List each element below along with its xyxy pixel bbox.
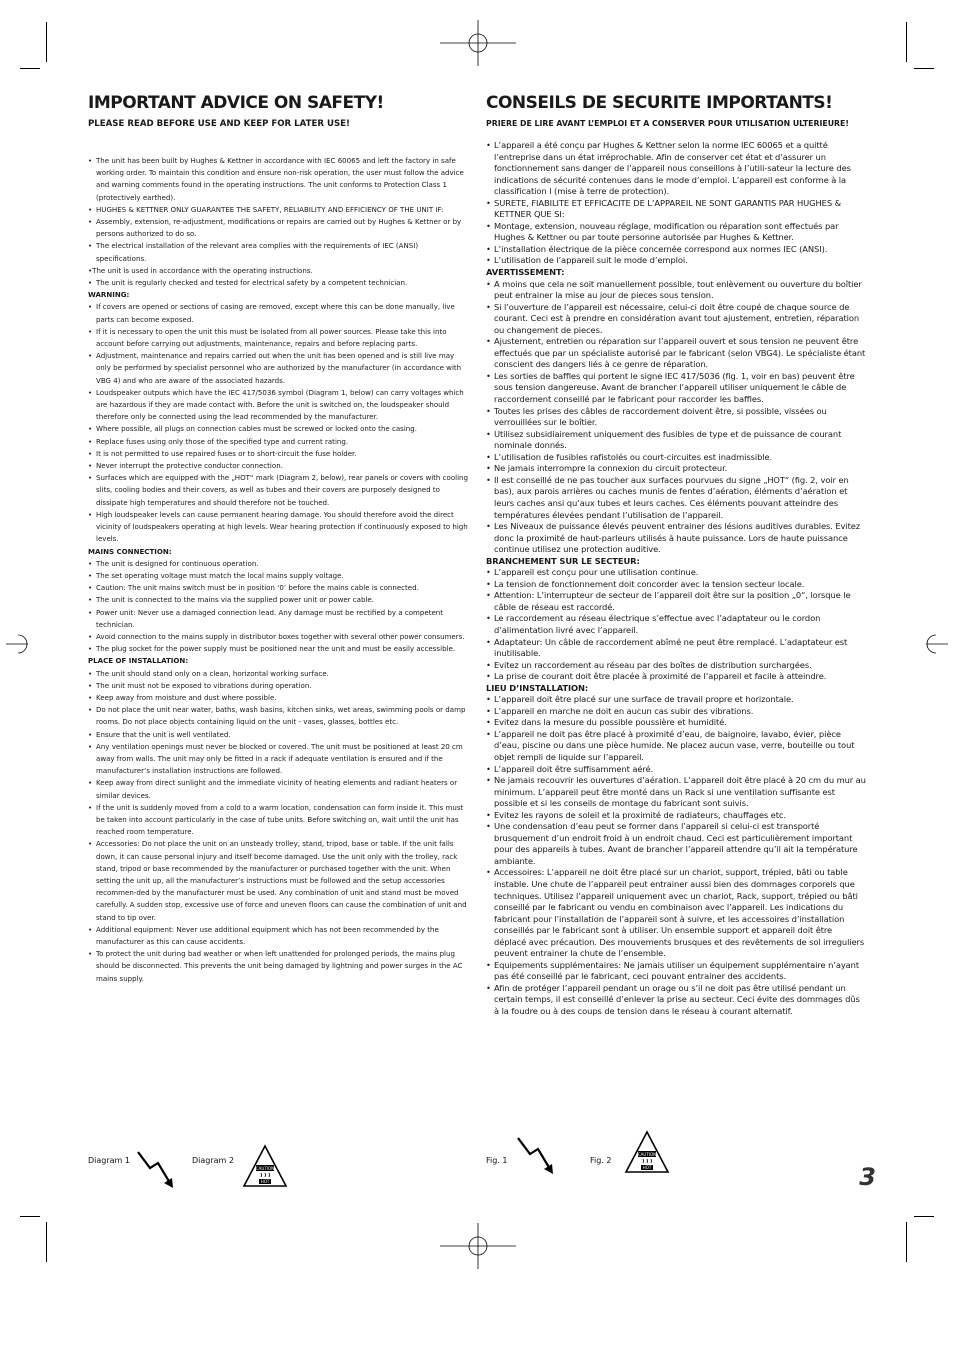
english-safety-item: • If the unit is suddenly moved from a cold to a warm location, condensation can form inside it. This must be taken into account particularly in the case of tube units. Before switching on, wait until the unit has reached room temperature. [88,802,468,839]
french-safety-item: • Adaptateur: Un câble de raccordement abîmé ne peut être remplacé. L’adaptateur est inutilisable. [486,637,866,660]
crop-mark [46,22,47,62]
french-safety-item: • La prise de courant doit être placée à proximité de l’appareil et facile à atteindre. [486,671,866,683]
french-safety-item: • Toutes les prises des câbles de raccordement doivent être, si possible, vissées ou verrouillées sur le boîtier. [486,406,866,429]
english-safety-item: • It is not permitted to use repaired fuses or to short-circuit the fuse holder. [88,448,468,460]
english-safety-item: • Power unit: Never use a damaged connection lead. Any damage must be rectified by a competent technician. [88,607,468,631]
english-safety-item: •The unit is used in accordance with the operating instructions. [88,265,313,275]
french-section-heading: LIEU D’INSTALLATION: [486,682,589,693]
hot-caution-icon [624,1130,670,1174]
caution-text: CAUTION [255,1165,275,1171]
registration-mark-left [6,630,28,658]
english-safety-item: • The unit should stand only on a clean, horizontal working surface. [88,668,468,680]
english-safety-item: • If covers are opened or sections of casing are removed, except where this can be done manually, live parts can become exposed. [88,301,468,325]
english-safety-item: • Replace fuses using only those of the specified type and current rating. [88,436,468,448]
french-safety-item: • L’utilisation de fusibles rafistolés ou court-circuites est inadmissible. [486,452,866,464]
english-subtitle: PLEASE READ BEFORE USE AND KEEP FOR LATER USE! [88,119,350,129]
french-safety-item: • Ajustement, entretien ou réparation sur l’appareil ouvert et sous tension ne peuvent être effectués que par un spécialiste autorisé par le fabricant (selon VBG4). Le spécialiste étant conscient des dangers liés à ce genre de réparation. [486,336,866,371]
french-section-heading: BRANCHEMENT SUR LE SECTEUR: [486,555,640,566]
english-safety-item: • Where possible, all plugs on connection cables must be screwed or locked onto the casing. [88,423,468,435]
english-safety-item: • Keep away from direct sunlight and the immediate vicinity of heating elements and radiant heaters or similar devices. [88,777,468,801]
english-safety-column [88,92,468,985]
french-safety-item: • L’appareil en marche ne doit en aucun cas subir des vibrations. [486,706,866,718]
registration-mark-bottom [440,1223,516,1269]
french-safety-item: • Evitez un raccordement au réseau par des boîtes de distribution surchargées. [486,660,866,672]
lightning-icon [516,1136,556,1176]
english-body [88,155,468,985]
french-safety-item: • Les Niveaux de puissance élevés peuvent entrainer des lésions auditives durables. Evitez donc la proximité de haut-parleurs utilisés à haute puissance. Lors de haute puissance continue utilisez une protection auditive. [486,521,866,556]
french-safety-item: • Evitez dans la mesure du possible poussière et humidité. [486,717,866,729]
crop-mark [20,1216,40,1217]
english-safety-item: • High loudspeaker levels can cause permanent hearing damage. You should therefore avoid the direct vicinity of loudspeakers operating at high levels. Wear hearing protection if continuously exposed to high levels. [88,509,468,546]
page-number: 3 [859,1163,876,1191]
hot-text: HOT [260,1179,270,1185]
french-safety-item: • Les sorties de baffles qui portent le signe IEC 417/5036 (fig. 1, voir en bas) peuvent être sous tension dangereuse. Avant de brancher l’appareil utiliser uniquement le câble de raccordement conseillé par le fabricant pour raccorder les baffles. [486,371,866,406]
french-safety-item: • Evitez les rayons de soleil et la proximité de radiateurs, chauffages etc. [486,810,866,822]
french-safety-item: • Utilisez subsidiairement uniquement des fusibles de type et de puissance de courant nominale donnés. [486,429,866,452]
english-safety-item: • Loudspeaker outputs which have the IEC 417/5036 symbol (Diagram 1, below) can carry voltages which are hazardous if they are made contact with. Before the unit is switched on, the loudspeaker should therefore only be connected using the lead recommended by the manufacturer. [88,387,468,424]
english-safety-item: • The set operating voltage must match the local mains supply voltage. [88,570,468,582]
english-safety-item: • HUGHES & KETTNER ONLY GUARANTEE THE SAFETY, RELIABILITY AND EFFICIENCY OF THE UNIT IF: [88,204,468,216]
french-safety-item: • L’appareil doit être placé sur une surface de travail propre et horizontale. [486,694,866,706]
crop-mark [20,68,40,69]
english-safety-item: • Do not place the unit near water, baths, wash basins, kitchen sinks, wet areas, swimming pools or damp rooms. Do not place objects containing liquid on the unit - vases, glasses, bottles etc. [88,704,468,728]
english-safety-item: • The unit must not be exposed to vibrations during operation. [88,680,468,692]
french-safety-column [486,92,866,1018]
french-subtitle: PRIERE DE LIRE AVANT L’EMPLOI ET A CONSERVER POUR UTILISATION ULTERIEURE! [486,119,849,128]
english-section-heading: WARNING: [88,290,130,300]
french-safety-item: • Montage, extension, nouveau réglage, modification ou réparation sont effectués par Hughes & Kettner ou par toute personne autorisée par Hughes & Kettner. [486,221,866,244]
crop-mark [906,22,907,62]
english-safety-item: • Caution: The unit mains switch must be in position ‘0’ before the mains cable is connected. [88,582,468,594]
english-safety-item: • Additional equipment: Never use additional equipment which has not been recommended by the manufacturer as this can cause accidents. [88,924,468,948]
english-safety-item: • Adjustment, maintenance and repairs carried out when the unit has been opened and is still live may only be performed by specialist personnel who are authorized by the manufacturer (in accordance with VBG 4) and who are aware of the associated hazards. [88,350,468,387]
french-body [486,140,866,1018]
diagram-2-label: Diagram 2 [192,1156,234,1165]
french-title: CONSEILS DE SECURITE IMPORTANTS! [486,93,833,113]
fig-2-label: Fig. 2 [590,1156,612,1165]
french-safety-item: • L’utilisation de l’appareil suit le mode d’emploi. [486,255,866,267]
french-safety-item: • Accessoires: L’appareil ne doit être placé sur un chariot, support, trépied, bâti ou table instable. Une chute de l’appareil peut entrainer aussi bien des dommages corporels que techniques. Utilisez l’appareil uniquement avec un chariot, Rack, support, trépied ou bâti conseillé par le fabricant ou vendu en combinaison avec l’appareil. Les indications du fabricant pour l’installation de l’appareil sont à suivre, et les accessoires d’installation conseillés par le fabricant sont à utiliser. Un ensemble support et appareil doit être déplacé avec précaution. Des mouvements brusques et des revêtements de sol irreguliers peuvent entrainer la chute de l’ensemble. [486,867,866,959]
english-safety-item: • The unit is designed for continuous operation. [88,558,468,570]
french-safety-item: • Le raccordement au réseau électrique s’effectue avec l’adaptateur ou le cordon d’alimentation livré avec l’appareil. [486,613,866,636]
french-safety-item: • L’appareil a été conçu par Hughes & Kettner selon la norme IEC 60065 et a quitté l’entreprise dans un état irréprochable. Afin de conserver cet état et d’assurer un fonctionnement sans danger de l’appareil nous conseillons à l’utili-sateur la lecture des indications de sécurité contenues dans le mode d’emploi. L’appareil est conforme à la classification I (mise à terre de protection). [486,140,866,198]
french-safety-item: • Si l’ouverture de l’appareil est nécessaire, celui-ci doit être coupé de chaque source de courant. Ceci est à prendre en considération avant tout ajustement, entretien, réparation ou changement de pieces. [486,302,866,337]
french-safety-item: • Une condensation d’eau peut se former dans l’appareil si celui-ci est transporté brusquement d’un endroit froid à un endroit chaud. Ceci est particulièrement important pour des appareils à tubes. Avant de brancher l’appareil attendre qu’il ait la température ambiante. [486,821,866,867]
french-safety-item: • La tension de fonctionnement doit concorder avec la tension secteur locale. [486,579,866,591]
english-section-heading: MAINS CONNECTION: [88,546,172,556]
english-safety-item: • Avoid connection to the mains supply in distributor boxes together with several other power consumers. [88,631,468,643]
english-safety-item: • The unit has been built by Hughes & Kettner in accordance with IEC 60065 and left the factory in safe working order. To maintain this condition and ensure non-risk operation, the user must follow the advice and warning comments found in the operating instructions. The unit conforms to Protection Class 1 (protectively earthed). [88,155,468,204]
french-safety-item: • Attention: L’interrupteur de secteur de l’appareil doit être sur la position „0“, lorsque le câble de réseau est raccordé. [486,590,866,613]
fig-1-label: Fig. 1 [486,1156,508,1165]
french-safety-item: • Afin de protéger l’appareil pendant un orage ou s’il ne doit pas être utilisé pendant un certain temps, il est conseillé d’enlever la prise au secteur. Ceci évite des dommages dûs à la foudre ou à des coups de tension dans le réseau à courant alternatif. [486,983,866,1018]
french-safety-item: • Il est conseillé de ne pas toucher aux surfaces pourvues du signe „HOT“ (fig. 2, voir en bas), aux parois arrières ou caches munis de fentes d’aération, éléments d’aération et leurs caches ansi qu’aux tubes et leurs caches. Ces éléments pouvant atteindre des températures élevées pendant l’utilisation de l’appareil. [486,475,866,521]
french-safety-item: • A moins que cela ne soit manuellement possible, tout enlèvement ou ouverture du boîtier peut entrainer la mise au jour de pieces sous tension. [486,279,866,302]
english-safety-item: • Keep away from moisture and dust where possible. [88,692,468,704]
french-safety-item: • Equipements supplémentaires: Ne jamais utiliser un équipement supplémentaire n’ayant pas été conseillé par le fabricant, ceci pouvant entrainer des accidents. [486,960,866,983]
french-safety-item: • SURETE, FIABILITE ET EFFICACITE DE L’APPAREIL NE SONT GARANTIS PAR HUGHES & KETTNER QUE SI: [486,198,866,221]
english-safety-item: • Accessories: Do not place the unit on an unsteady trolley, stand, tripod, base or table. If the unit falls down, it can cause personal injury and itself become damaged. Use the unit only with the trolley, rack stand, tripod or base recommended by the manufacturer or purchased together with the unit. When setting the unit up, all the manufacturer’s instructions must be followed and the setup accessories recommen-ded by the manufacturer must be used. Any combination of unit and stand must be moved carefully. A sudden stop, excessive use of force and uneven floors can cause the combination of unit and stand to tip over. [88,838,468,923]
french-section-heading: AVERTISSEMENT: [486,267,565,278]
english-safety-item: • Never interrupt the protective conductor connection. [88,460,468,472]
registration-mark-right [926,630,948,658]
english-safety-item: • Assembly, extension, re-adjustment, modifications or repairs are carried out by Hughes & Kettner or by persons authorized to do so. [88,216,468,240]
french-safety-item: • L’appareil ne doit pas être placé à proximité d’eau, de baignoire, lavabo, évier, pièce d’eau, piscine ou dans une pièce humide. Ne placez aucun vase, verre, bouteille ou tout objet rempli de liquide sur l’appareil. [486,729,866,764]
diagram-1-label: Diagram 1 [88,1156,130,1165]
english-safety-item: • If it is necessary to open the unit this must be isolated from all power sources. Please take this into account before carrying out adjustments, maintenance, repairs and before replacing parts. [88,326,468,350]
crop-mark [914,1216,934,1217]
french-safety-item: • L’installation électrique de la pièce concernée correspond aux normes IEC (ANSI). [486,244,866,256]
english-safety-item: • The plug socket for the power supply must be positioned near the unit and must be easily accessible. [88,643,468,655]
english-safety-item: • To protect the unit during bad weather or when left unattended for prolonged periods, the mains plug should be disconnected. This prevents the unit being damaged by lightning and power surges in the AC mains supply. [88,948,468,985]
hot-text: HOT [642,1165,652,1171]
french-safety-item: • Ne jamais recouvrir les ouvertures d’aération. L’appareil doit être placé à 20 cm du mur au minimum. L’appareil peut être monté dans un Rack si une ventilation suffisante est possible et si les conseils de montage du fabricant sont suivis. [486,775,866,810]
lightning-icon [136,1150,176,1190]
english-safety-item: • The unit is regularly checked and tested for electrical safety by a competent technician. [88,277,468,289]
english-section-heading: PLACE OF INSTALLATION: [88,656,189,666]
english-safety-item: • Any ventilation openings must never be blocked or covered. The unit must be positioned at least 20 cm away from walls. The unit may only be fitted in a rack if adequate ventilation is ensured and if the manufacturer’s installation instructions are followed. [88,741,468,778]
english-safety-item: • Ensure that the unit is well ventilated. [88,729,468,741]
crop-mark [906,1222,907,1262]
crop-mark [46,1222,47,1262]
english-safety-item: • The electrical installation of the relevant area complies with the requirements of IEC (ANSI) specifications. [88,240,468,264]
english-safety-item: • Surfaces which are equipped with the „HOT“ mark (Diagram 2, below), rear panels or covers with cooling slits, cooling bodies and their covers, as well as tubes and their covers are purposely designed to dissipate high temperatures and should therefore not be touched. [88,472,468,509]
crop-mark [914,68,934,69]
english-safety-item: • The unit is connected to the mains via the supplied power unit or power cable. [88,594,468,606]
registration-mark-top [440,20,516,66]
english-title: IMPORTANT ADVICE ON SAFETY! [88,93,384,113]
hot-caution-icon [242,1144,288,1188]
french-safety-item: • Ne jamais interrompre la connexion du circuit protecteur. [486,463,866,475]
caution-text: CAUTION [637,1151,657,1157]
french-safety-item: • L’appareil est conçu pour une utilisation continue. [486,567,866,579]
french-safety-item: • L’appareil doit être suffisamment aéré. [486,764,866,776]
